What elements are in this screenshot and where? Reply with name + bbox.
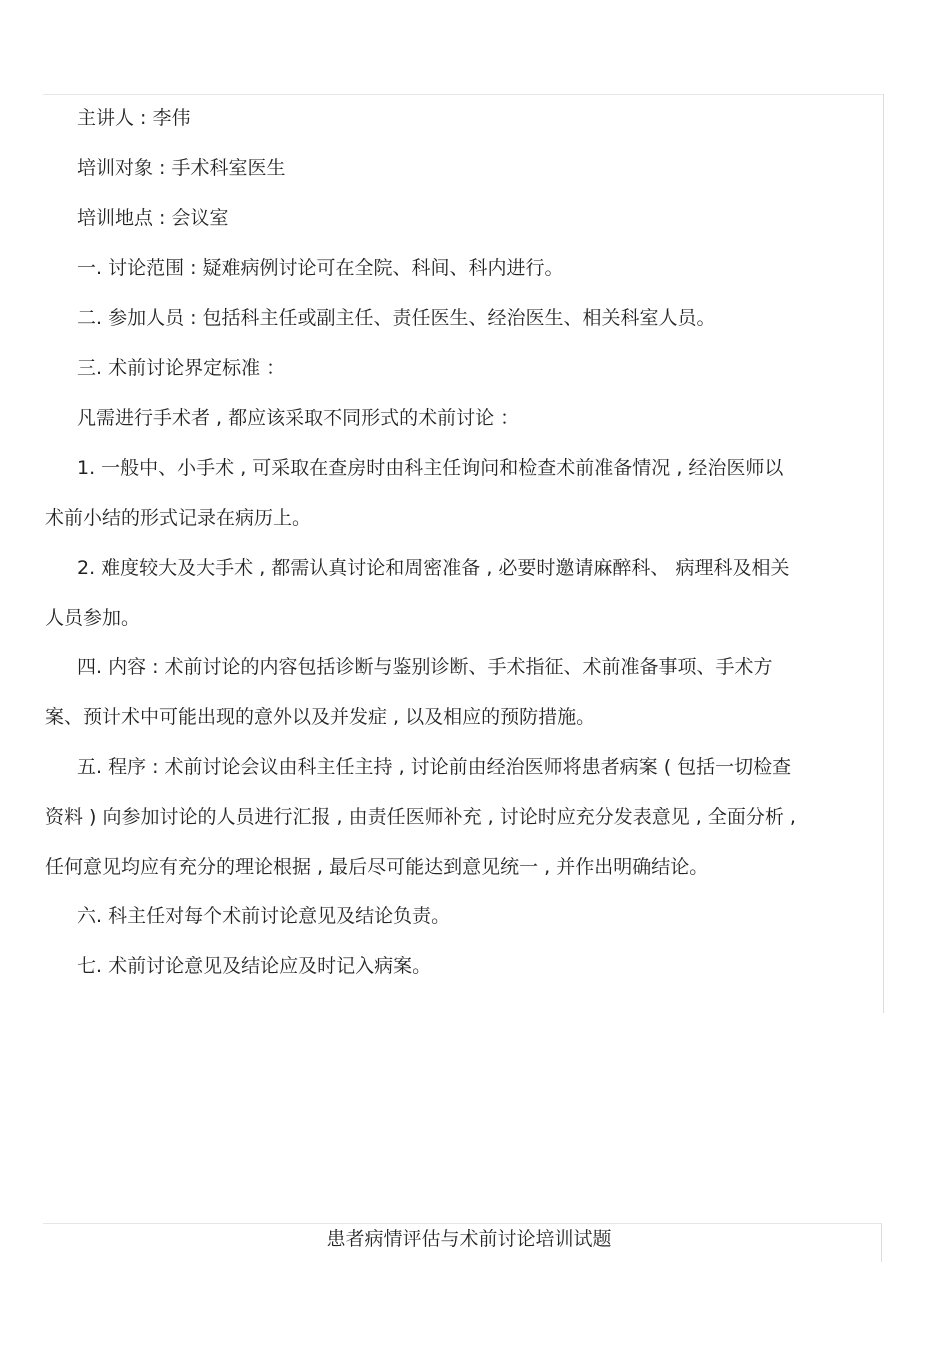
section-4-line-1: 四. 内容 : 术前讨论的内容包括诊断与鉴别诊断、手术指征、术前准备事项、手术方 — [77, 656, 773, 678]
section-3-heading: 三. 术前讨论界定标准 ： — [77, 357, 286, 379]
section-3-item-1-line-1: 1. 一般中、小手术 , 可采取在查房时由科主任询问和检查术前准备情况 , 经治医师以 — [77, 457, 784, 479]
section-6: 六. 科主任对每个术前讨论意见及结论负责。 — [77, 905, 451, 927]
section-4-line-2: 案、预计术中可能出现的意外以及并发症 , 以及相应的预防措施。 — [45, 706, 596, 728]
section-5-line-2: 资料 ) 向参加讨论的人员进行汇报 , 由责任医师补充 , 讨论时应充分发表意见 , 全面分析 , — [45, 806, 796, 828]
section-3-item-2-line-2: 人员参加。 — [45, 607, 141, 629]
section-3-item-1-line-2: 术前小结的形式记录在病历上。 — [45, 507, 312, 529]
footer-title: 患者病情评估与术前讨论培训试题 — [326, 1228, 612, 1250]
location-line: 培训地点 : 会议室 — [77, 207, 229, 229]
section-5-line-1: 五. 程序 : 术前讨论会议由科主任主持 , 讨论前由经治医师将患者病案 ( 包括一切检查 — [77, 756, 792, 778]
trainee-line: 培训对象 : 手术科室医生 — [77, 157, 286, 179]
section-1-scope: 一. 讨论范围 : 疑难病例讨论可在全院、科间、科内进行。 — [77, 257, 564, 279]
section-5-line-3: 任何意见均应有充分的理论根据 , 最后尽可能达到意见统一 , 并作出明确结论。 — [45, 856, 709, 878]
section-3-intro: 凡需进行手术者 , 都应该采取不同形式的术前讨论 ： — [77, 407, 520, 429]
section-3-item-2-line-1: 2. 难度较大及大手术 , 都需认真讨论和周密准备 , 必要时邀请麻醉科、 病理科及相关 — [77, 557, 790, 579]
section-2-participants: 二. 参加人员 : 包括科主任或副主任、责任医生、经治医生、相关科室人员。 — [77, 307, 716, 329]
section-7: 七. 术前讨论意见及结论应及时记入病案。 — [77, 955, 432, 977]
speaker-line: 主讲人 : 李伟 — [77, 107, 191, 129]
